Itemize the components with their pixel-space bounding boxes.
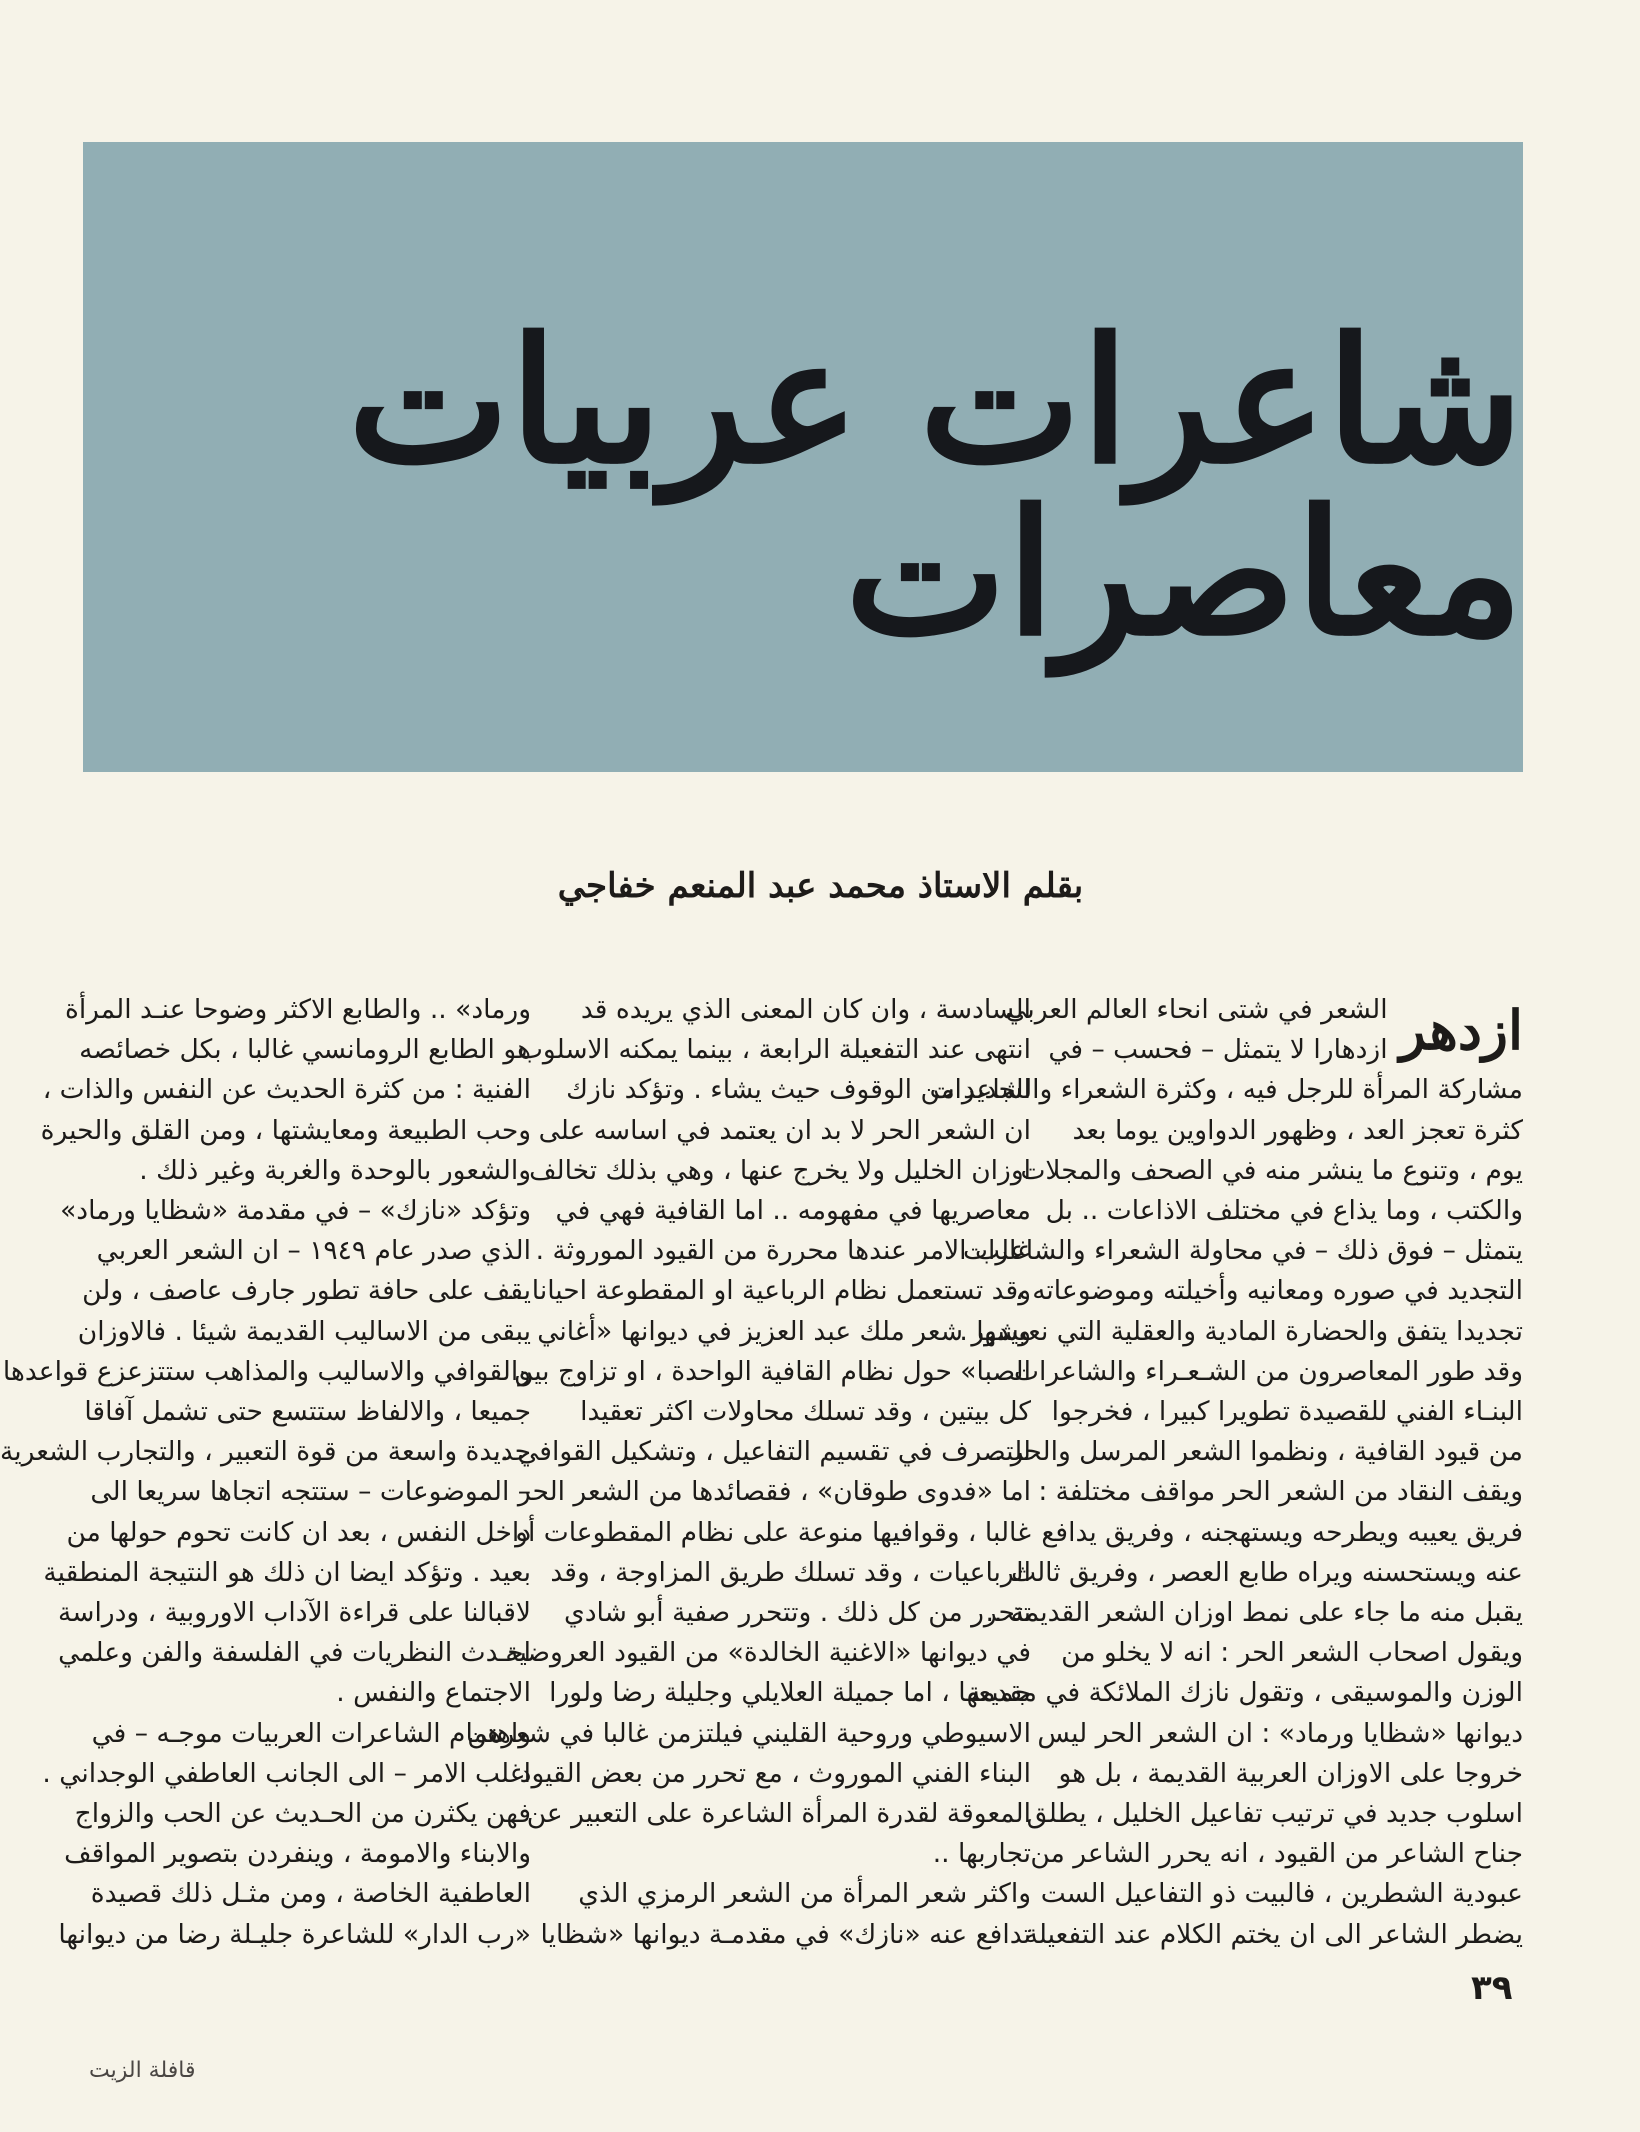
- text-line: للتصرف في تقسيم التفاعيل ، وتشكيل القوافي ..: [491, 1436, 1031, 1468]
- text-line: تجديدا يتفق والحضارة المادية والعقلية التي نعيشها .: [959, 1315, 1523, 1347]
- magazine-name: قافلة الزيت: [89, 2058, 196, 2083]
- text-line: والشعور بالوحدة والغربة وغير ذلك .: [139, 1154, 531, 1186]
- text-line: المعوقة لقدرة المرأة الشاعرة على التعبير عن: [526, 1798, 1031, 1830]
- text-line: اما «فدوى طوقان» ، فقصائدها من الشعر الحر: [517, 1476, 1031, 1508]
- text-line: جديدة واسعة من قوة التعبير ، والتجارب الشعرية: [0, 1436, 531, 1468]
- text-line: فريق يعيبه ويطرحه ويستهجنه ، وفريق يدافع: [1041, 1516, 1523, 1548]
- text-line: والابناء والامومة ، وينفردن بتصوير المواقف: [64, 1838, 531, 1870]
- text-line: الرباعيات ، وقد تسلك طريق المزاوجة ، وقد: [550, 1556, 1031, 1588]
- text-line: يوم ، وتنوع ما ينشر منه في الصحف والمجلات: [1020, 1154, 1523, 1186]
- text-line: البناء الفني الموروث ، مع تحرر من بعض القيود: [519, 1757, 1031, 1789]
- text-line: الاجتماع والنفس .: [336, 1677, 531, 1709]
- text-line: واكثر شعر المرأة من الشعر الرمزي الذي: [578, 1878, 1031, 1910]
- page-number: ٣٩: [1471, 1968, 1513, 2008]
- text-line: والقوافي والاساليب والمذاهب ستتزعزع قواعدها: [2, 1355, 531, 1387]
- text-line: اوزان الخليل ولا يخرج عنها ، وهي بذلك تخالف: [529, 1154, 1031, 1186]
- text-line: غالبا ، وقوافيها منوعة على نظام المقطوعات أو: [515, 1516, 1031, 1548]
- text-line: وتؤكد «نازك» – في مقدمة «شظايا ورماد»: [60, 1195, 531, 1227]
- text-line: والكتب ، وما يذاع في مختلف الاذاعات .. بل: [1045, 1195, 1523, 1227]
- author-byline: بقلم الاستاذ محمد عبد المنعم خفاجي: [557, 866, 1084, 906]
- text-line: من قيود القافية ، ونظموا الشعر المرسل والحر .: [993, 1436, 1523, 1468]
- article-column-2: [467, 990, 1031, 1950]
- text-line: ديوانها «شظايا ورماد» : ان الشعر الحر ليس: [1037, 1717, 1523, 1749]
- text-line: – الموضوعات – ستتجه اتجاها سريعا الى: [90, 1476, 531, 1508]
- text-line: جناح الشاعر من القيود ، انه يحرر الشاعر من: [1030, 1838, 1523, 1870]
- text-line: الصبا» حول نظام القافية الواحدة ، او تزاوج بين: [514, 1355, 1031, 1387]
- text-line: معاصريها في مفهومه .. اما القافية فهي في: [555, 1195, 1031, 1227]
- text-line: التجديد في صوره ومعانيه وأخيلته وموضوعاته ،: [1015, 1275, 1523, 1307]
- text-line: الشعر في شتى انحاء العالم العربي: [1005, 994, 1388, 1025]
- text-line: جميعها ، اما جميلة العلايلي وجليلة رضا ولورا: [549, 1677, 1031, 1709]
- text-line: تجاربها ..: [932, 1838, 1031, 1870]
- text-line: يتمثل – فوق ذلك – في محاولة الشعراء والشاعرات: [963, 1235, 1523, 1267]
- text-line: الوزن والموسيقى ، وتقول نازك الملائكة في مقدمة: [967, 1677, 1523, 1709]
- text-line: تدافع عنه «نازك» في مقدمـة ديوانها «شظايا: [540, 1918, 1031, 1950]
- text-line: ويقول اصحاب الشعر الحر : انه لا يخلو من: [1061, 1637, 1523, 1669]
- text-line: غالب الامر عندها محررة من القيود الموروثة .: [535, 1235, 1031, 1267]
- text-line: الذي صدر عام ١٩٤٩ – ان الشعر العربي: [96, 1235, 531, 1267]
- text-line: يقف على حافة تطور جارف عاصف ، ولن: [82, 1275, 531, 1307]
- text-line: الاسيوطي وروحية القليني فيلتزمن غالبا في شعرهن: [467, 1717, 1031, 1749]
- text-line: مشاركة المرأة للرجل فيه ، وكثرة الشعراء والشاعرات: [929, 1074, 1523, 1106]
- text-line: بعيد . وتؤكد ايضا ان ذلك هو النتيجة المنطقية: [43, 1556, 531, 1588]
- text-line: وحب الطبيعة ومعايشتها ، ومن القلق والحيرة: [40, 1114, 531, 1146]
- text-line: الفنية : من كثرة الحديث عن النفس والذات ،: [42, 1074, 531, 1106]
- text-line: عبودية الشطرين ، فالبيت ذو التفاعيل الست: [1040, 1878, 1523, 1910]
- text-line: اغلب الامر – الى الجانب العاطفي الوجداني .: [42, 1757, 531, 1789]
- text-line: لاقبالنا على قراءة الآداب الاوروبية ، ودراسة: [58, 1597, 531, 1629]
- text-line: انتهى عند التفعيلة الرابعة ، بينما يمكنه الاسلوب: [517, 1034, 1031, 1066]
- text-line: جميعا ، والالفاظ ستتسع حتى تشمل آفاقا: [84, 1396, 531, 1428]
- text-line: ويدور شعر ملك عبد العزيز في ديوانها «أغاني: [537, 1315, 1031, 1347]
- text-line: هو الطابع الرومانسي غالبا ، بكل خصائصه: [79, 1034, 531, 1066]
- text-line: تتحرر من كل ذلك . وتتحرر صفية أبو شادي: [563, 1597, 1031, 1629]
- text-line: وقد تستعمل نظام الرباعية او المقطوعة احيانا ...: [498, 1275, 1031, 1307]
- text-line: ورماد» .. والطابع الاكثر وضوحا عنـد المرأة: [64, 994, 531, 1025]
- text-line: وقد طور المعاصرون من الشـعـراء والشاعرات: [1014, 1355, 1523, 1387]
- article-title: شاعرات عربيات معاصرات: [347, 299, 1523, 674]
- text-line: اسلوب جديد في ترتيب تفاعيل الخليل ، يطلق: [1026, 1798, 1523, 1830]
- text-line: ان الشعر الحر لا بد ان يعتمد في اساسه على: [538, 1114, 1031, 1146]
- text-line: كثرة تعجز العد ، وظهور الدواوين يوما بعد: [1072, 1114, 1523, 1146]
- text-line: داخل النفس ، بعد ان كانت تحوم حولها من: [66, 1516, 531, 1548]
- column-2-text: [467, 990, 1031, 1955]
- text-line: العاطفية الخاصة ، ومن مثـل ذلك قصيدة: [90, 1878, 531, 1910]
- text-line: السادسة ، وان كان المعنى الذي يريده قد: [580, 994, 1031, 1025]
- text-line: كل بيتين ، وقد تسلك محاولات اكثر تعقيدا: [580, 1396, 1031, 1428]
- dropcap: ازدهر: [1399, 998, 1523, 1062]
- text-line: يضطر الشاعر الى ان يختم الكلام عند التفعيلة: [1024, 1918, 1523, 1950]
- text-line: «رب الدار» للشاعرة جليـلة رضا من ديوانها: [58, 1918, 531, 1950]
- title-banner: [83, 142, 1523, 772]
- text-line: ويقف النقاد من الشعر الحر مواقف مختلفة :: [1038, 1476, 1523, 1508]
- text-line: الجديد من الوقوف حيث يشاء . وتؤكد نازك: [566, 1074, 1031, 1106]
- column-3-text: [0, 990, 531, 1955]
- text-line: فهن يكثرن من الحـديث عن الحب والزواج: [74, 1798, 531, 1830]
- text-line: احـدث النظريات في الفلسفة والفن وعلمي: [58, 1637, 531, 1669]
- text-line: يبقى من الاساليب القديمة شيئا . فالاوزان: [77, 1315, 531, 1347]
- text-line: واهتمام الشاعرات العربيات موجـه – في: [91, 1717, 531, 1749]
- text-line: البنـاء الفني للقصيدة تطويرا كبيرا ، فخرجوا: [1051, 1396, 1523, 1428]
- text-line: في ديوانها «الاغنية الخالدة» من القيود العروضية: [505, 1637, 1031, 1669]
- text-line: خروجا على الاوزان العربية القديمة ، بل هو: [1058, 1757, 1523, 1789]
- text-line: ازدهارا لا يتمثل – فحسب – في: [1048, 1034, 1388, 1066]
- text-line: يقبل منه ما جاء على نمط اوزان الشعر القديمة ..: [985, 1597, 1523, 1629]
- article-column-3: [0, 990, 531, 1950]
- text-line: عنه ويستحسنه ويراه طابع العصر ، وفريق ثالث: [1011, 1556, 1523, 1588]
